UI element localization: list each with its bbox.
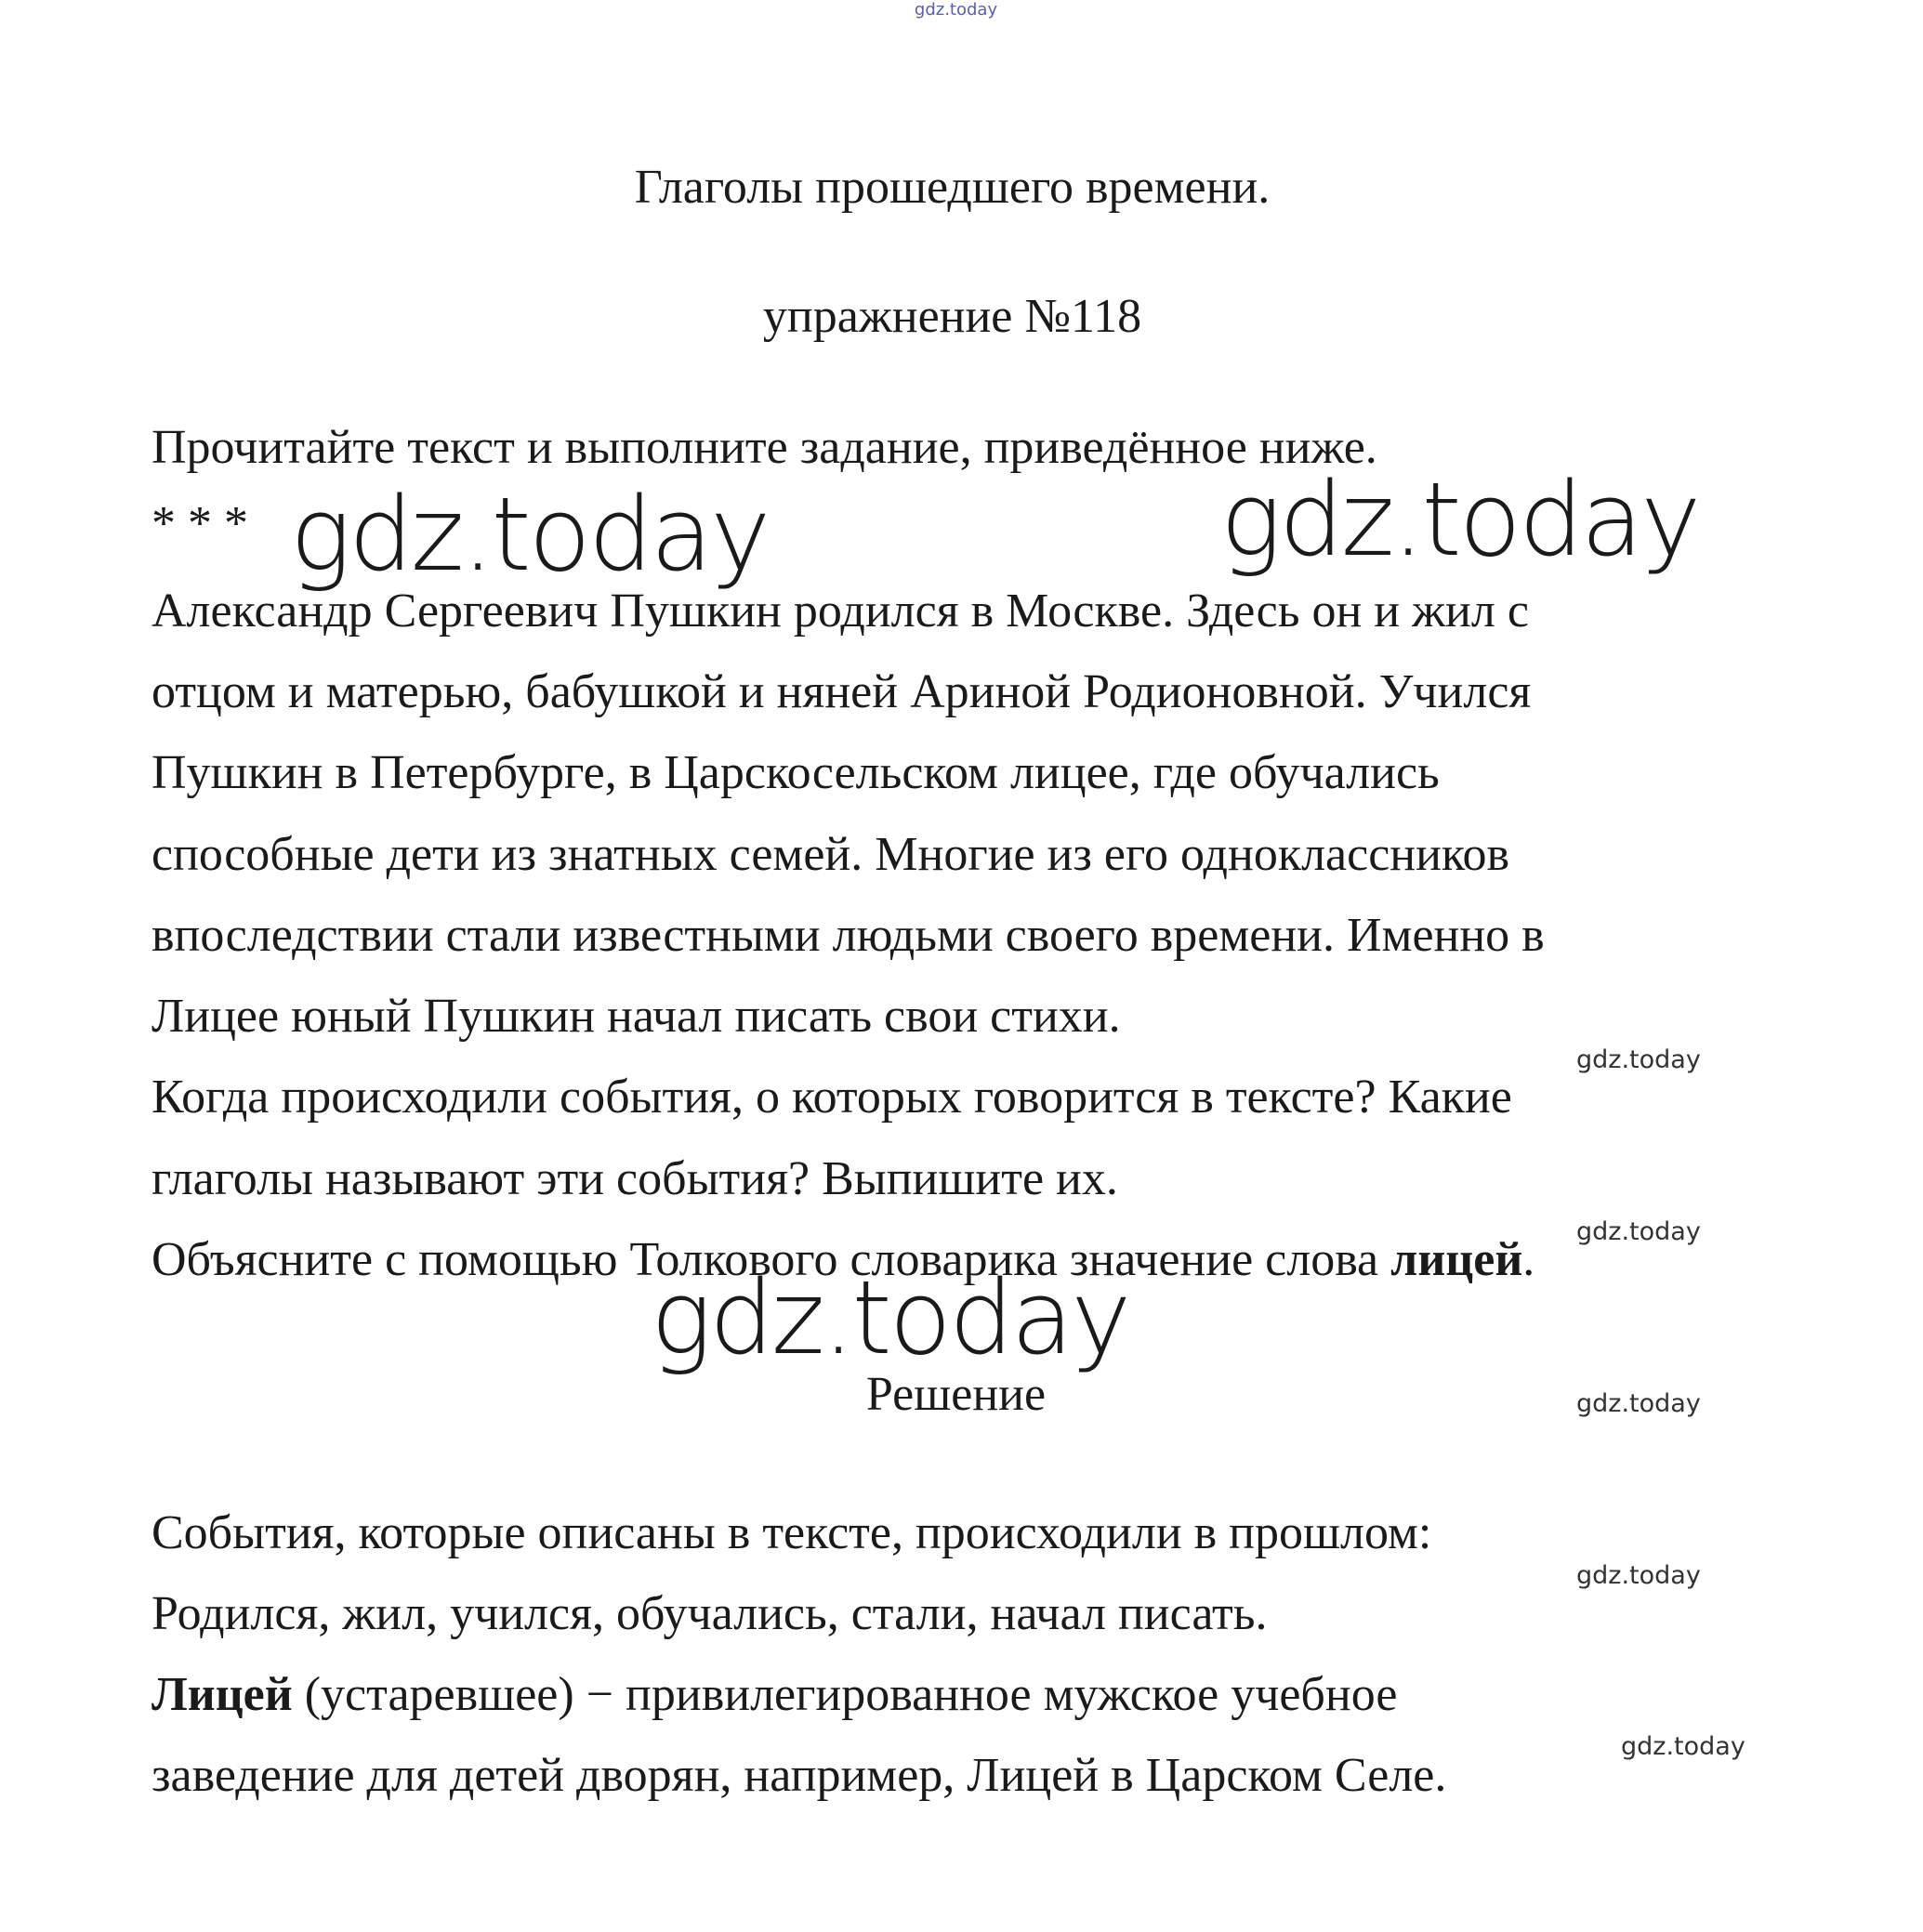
solution-heading: Решение — [865, 1368, 1047, 1421]
text-line: Александр Сергеевич Пушкин родился в Москве. Здесь он и жил с — [151, 585, 1529, 637]
definition-line: заведение для детей дворян, например, Лицей в Царском Селе. — [151, 1749, 1447, 1802]
task-instruction: Прочитайте текст и выполните задание, приведённое ниже. — [151, 421, 1377, 474]
definition-line — [151, 1668, 1398, 1721]
top-watermark: gdz.today — [914, 0, 998, 20]
explain-word: лицей — [1390, 1233, 1523, 1286]
explain-text: Объясните с помощью Толкового словарика значение слова — [151, 1233, 1391, 1286]
watermark-small: gdz.today — [1576, 1389, 1701, 1418]
explain-period: . — [1522, 1233, 1535, 1286]
exercise-number: упражнение №118 — [762, 290, 1142, 343]
text-line: впоследствии стали известными людьми своего времени. Именно в — [151, 909, 1545, 962]
definition-word: Лицей — [151, 1668, 293, 1721]
watermark-large: gdz.today — [1220, 460, 1699, 579]
text-line: способные дети из знатных семей. Многие из его одноклассников — [151, 828, 1510, 881]
watermark-small: gdz.today — [1576, 1561, 1701, 1590]
watermark-large: gdz.today — [290, 475, 769, 594]
watermark-large: gdz.today — [651, 1258, 1129, 1377]
text-line: Пушкин в Петербурге, в Царскосельском лицее, где обучались — [151, 746, 1440, 799]
watermark-small: gdz.today — [1621, 1732, 1745, 1761]
page-title: Глаголы прошедшего времени. — [634, 161, 1271, 214]
section-stars: * * * — [151, 497, 248, 550]
watermark-small: gdz.today — [1576, 1217, 1701, 1246]
question-line: глаголы называют эти события? Выпишите их. — [151, 1152, 1118, 1205]
watermark-small: gdz.today — [1576, 1045, 1701, 1074]
text-line: отцом и матерью, бабушкой и няней Ариной Родионовной. Учился — [151, 665, 1532, 718]
text-line: Лицее юный Пушкин начал писать свои стихи. — [151, 990, 1121, 1043]
solution-line: Родился, жил, учился, обучались, стали, начал писать. — [151, 1587, 1268, 1640]
question-line: Когда происходили события, о которых говорится в тексте? Какие — [151, 1071, 1512, 1124]
solution-line: События, которые описаны в тексте, происходили в прошлом: — [151, 1506, 1432, 1559]
definition-text: (устаревшее) − привилегированное мужское учебное — [292, 1668, 1398, 1721]
